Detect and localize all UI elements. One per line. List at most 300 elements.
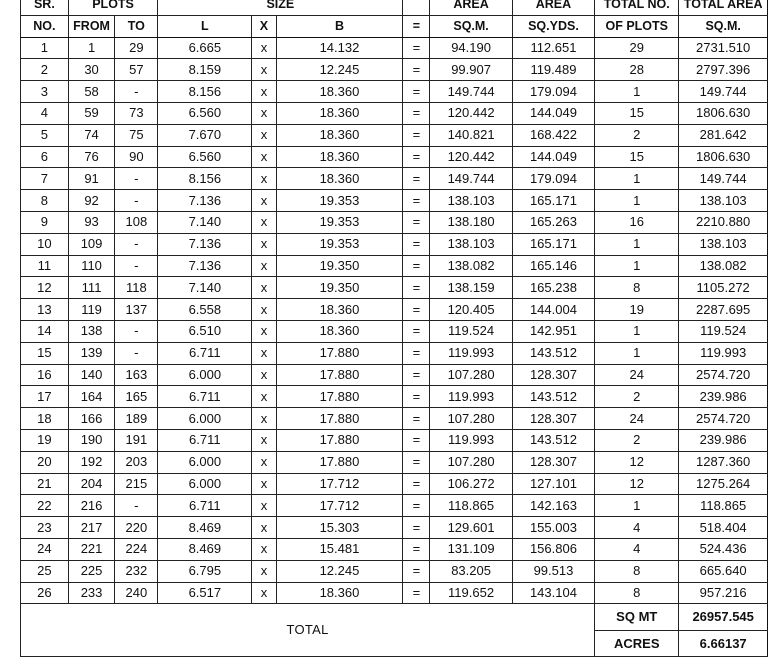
to-cell: 232 xyxy=(115,560,158,582)
area-sqyds-cell: 127.101 xyxy=(512,473,594,495)
from-cell: 93 xyxy=(68,211,115,233)
sr-cell: 1 xyxy=(21,37,69,59)
plot-count-cell: 24 xyxy=(595,408,679,430)
area-sqyds-cell: 143.104 xyxy=(512,582,594,604)
sr-cell: 26 xyxy=(21,582,69,604)
area-sqyds-cell: 128.307 xyxy=(512,408,594,430)
area-sqm-cell: 120.442 xyxy=(430,146,512,168)
sr-cell: 21 xyxy=(21,473,69,495)
times-cell: x xyxy=(252,473,276,495)
length-cell: 6.558 xyxy=(158,299,252,321)
length-cell: 6.560 xyxy=(158,102,252,124)
table-row xyxy=(21,582,768,604)
area-sqyds-cell: 179.094 xyxy=(512,81,594,103)
breadth-cell: 17.712 xyxy=(276,495,403,517)
plot-count-cell: 1 xyxy=(595,168,679,190)
area-sqm-cell: 107.280 xyxy=(430,408,512,430)
length-cell: 8.156 xyxy=(158,81,252,103)
area-sqyds-cell: 168.422 xyxy=(512,124,594,146)
sr-cell: 25 xyxy=(21,560,69,582)
to-cell: 215 xyxy=(115,473,158,495)
table-row xyxy=(21,37,768,59)
breadth-cell: 12.245 xyxy=(276,59,403,81)
table-row xyxy=(21,211,768,233)
sr-cell: 3 xyxy=(21,81,69,103)
table-row xyxy=(21,429,768,451)
total-label: TOTAL xyxy=(21,604,595,657)
header-area-sqm: AREA xyxy=(430,0,512,15)
times-cell: x xyxy=(252,408,276,430)
equals-cell: = xyxy=(403,538,430,560)
area-sqm-cell: 131.109 xyxy=(430,538,512,560)
from-cell: 190 xyxy=(68,429,115,451)
breadth-cell: 12.245 xyxy=(276,560,403,582)
from-cell: 225 xyxy=(68,560,115,582)
times-cell: x xyxy=(252,37,276,59)
sr-cell: 12 xyxy=(21,277,69,299)
sq-mt-label: SQ MT xyxy=(595,604,679,631)
length-cell: 6.711 xyxy=(158,342,252,364)
sr-cell: 24 xyxy=(21,538,69,560)
header-row-1 xyxy=(21,0,768,15)
equals-cell: = xyxy=(403,386,430,408)
area-sqm-cell: 149.744 xyxy=(430,81,512,103)
area-sqm-cell: 119.993 xyxy=(430,386,512,408)
area-sqyds-cell: 165.238 xyxy=(512,277,594,299)
plot-count-cell: 1 xyxy=(595,81,679,103)
area-sqyds-cell: 119.489 xyxy=(512,59,594,81)
equals-cell: = xyxy=(403,451,430,473)
total-area-cell: 118.865 xyxy=(679,495,768,517)
area-sqm-cell: 138.103 xyxy=(430,233,512,255)
from-cell: 92 xyxy=(68,190,115,212)
times-cell: x xyxy=(252,538,276,560)
breadth-cell: 19.353 xyxy=(276,233,403,255)
to-cell: 90 xyxy=(115,146,158,168)
equals-cell: = xyxy=(403,255,430,277)
total-area-cell: 149.744 xyxy=(679,81,768,103)
table-row xyxy=(21,233,768,255)
from-cell: 164 xyxy=(68,386,115,408)
plot-count-cell: 8 xyxy=(595,277,679,299)
to-cell: 73 xyxy=(115,102,158,124)
table-row xyxy=(21,102,768,124)
breadth-cell: 18.360 xyxy=(276,102,403,124)
to-cell: - xyxy=(115,320,158,342)
total-area-cell: 1105.272 xyxy=(679,277,768,299)
plot-count-cell: 2 xyxy=(595,429,679,451)
breadth-cell: 18.360 xyxy=(276,168,403,190)
sr-cell: 22 xyxy=(21,495,69,517)
total-area-cell: 138.103 xyxy=(679,190,768,212)
footer-row-sqmt xyxy=(21,604,768,631)
equals-cell: = xyxy=(403,102,430,124)
header-total-no: TOTAL NO. xyxy=(595,0,679,15)
area-sqyds-cell: 143.512 xyxy=(512,386,594,408)
area-sqyds-cell: 143.512 xyxy=(512,429,594,451)
total-area-cell: 281.642 xyxy=(679,124,768,146)
times-cell: x xyxy=(252,495,276,517)
to-cell: 29 xyxy=(115,37,158,59)
breadth-cell: 19.353 xyxy=(276,211,403,233)
length-cell: 6.560 xyxy=(158,146,252,168)
area-sqm-cell: 106.272 xyxy=(430,473,512,495)
sr-cell: 6 xyxy=(21,146,69,168)
sr-cell: 8 xyxy=(21,190,69,212)
area-sqyds-cell: 144.004 xyxy=(512,299,594,321)
to-cell: 189 xyxy=(115,408,158,430)
from-cell: 109 xyxy=(68,233,115,255)
to-cell: - xyxy=(115,342,158,364)
table-row xyxy=(21,560,768,582)
header-row-2 xyxy=(21,15,768,37)
area-sqyds-cell: 165.263 xyxy=(512,211,594,233)
from-cell: 192 xyxy=(68,451,115,473)
length-cell: 6.795 xyxy=(158,560,252,582)
header-x: X xyxy=(252,15,276,37)
area-sqm-cell: 119.652 xyxy=(430,582,512,604)
total-area-cell: 518.404 xyxy=(679,517,768,539)
sr-cell: 13 xyxy=(21,299,69,321)
length-cell: 6.000 xyxy=(158,408,252,430)
total-area-cell: 2287.695 xyxy=(679,299,768,321)
times-cell: x xyxy=(252,386,276,408)
to-cell: 108 xyxy=(115,211,158,233)
area-sqyds-cell: 128.307 xyxy=(512,364,594,386)
length-cell: 7.140 xyxy=(158,277,252,299)
length-cell: 8.159 xyxy=(158,59,252,81)
area-sqm-cell: 120.442 xyxy=(430,102,512,124)
from-cell: 74 xyxy=(68,124,115,146)
equals-cell: = xyxy=(403,364,430,386)
sr-cell: 14 xyxy=(21,320,69,342)
area-sqyds-cell: 165.171 xyxy=(512,233,594,255)
area-sqm-cell: 138.103 xyxy=(430,190,512,212)
to-cell: 203 xyxy=(115,451,158,473)
to-cell: 220 xyxy=(115,517,158,539)
plot-count-cell: 4 xyxy=(595,517,679,539)
equals-cell: = xyxy=(403,59,430,81)
sr-cell: 23 xyxy=(21,517,69,539)
breadth-cell: 17.880 xyxy=(276,364,403,386)
breadth-cell: 18.360 xyxy=(276,320,403,342)
from-cell: 166 xyxy=(68,408,115,430)
length-cell: 7.136 xyxy=(158,255,252,277)
sr-cell: 16 xyxy=(21,364,69,386)
to-cell: - xyxy=(115,495,158,517)
table-row xyxy=(21,538,768,560)
breadth-cell: 18.360 xyxy=(276,81,403,103)
length-cell: 8.469 xyxy=(158,517,252,539)
breadth-cell: 17.880 xyxy=(276,429,403,451)
plot-count-cell: 1 xyxy=(595,233,679,255)
length-cell: 7.670 xyxy=(158,124,252,146)
from-cell: 216 xyxy=(68,495,115,517)
from-cell: 91 xyxy=(68,168,115,190)
area-sqyds-cell: 142.951 xyxy=(512,320,594,342)
total-area-cell: 239.986 xyxy=(679,429,768,451)
breadth-cell: 17.880 xyxy=(276,408,403,430)
header-sqm-total: SQ.M. xyxy=(679,15,768,37)
times-cell: x xyxy=(252,342,276,364)
breadth-cell: 18.360 xyxy=(276,582,403,604)
from-cell: 76 xyxy=(68,146,115,168)
total-area-cell: 524.436 xyxy=(679,538,768,560)
sr-cell: 4 xyxy=(21,102,69,124)
equals-cell: = xyxy=(403,233,430,255)
times-cell: x xyxy=(252,233,276,255)
to-cell: - xyxy=(115,233,158,255)
times-cell: x xyxy=(252,429,276,451)
area-sqm-cell: 107.280 xyxy=(430,364,512,386)
breadth-cell: 15.481 xyxy=(276,538,403,560)
breadth-cell: 17.880 xyxy=(276,342,403,364)
table-row xyxy=(21,190,768,212)
length-cell: 6.510 xyxy=(158,320,252,342)
times-cell: x xyxy=(252,364,276,386)
times-cell: x xyxy=(252,582,276,604)
sr-cell: 17 xyxy=(21,386,69,408)
total-area-cell: 665.640 xyxy=(679,560,768,582)
equals-cell: = xyxy=(403,320,430,342)
total-area-cell: 1806.630 xyxy=(679,102,768,124)
area-sqyds-cell: 144.049 xyxy=(512,102,594,124)
from-cell: 204 xyxy=(68,473,115,495)
length-cell: 6.517 xyxy=(158,582,252,604)
from-cell: 119 xyxy=(68,299,115,321)
plot-count-cell: 15 xyxy=(595,102,679,124)
total-area-cell: 2574.720 xyxy=(679,364,768,386)
area-sqm-cell: 118.865 xyxy=(430,495,512,517)
times-cell: x xyxy=(252,320,276,342)
area-sqyds-cell: 99.513 xyxy=(512,560,594,582)
plot-count-cell: 4 xyxy=(595,538,679,560)
from-cell: 110 xyxy=(68,255,115,277)
sr-cell: 18 xyxy=(21,408,69,430)
times-cell: x xyxy=(252,299,276,321)
sr-cell: 10 xyxy=(21,233,69,255)
plot-area-table xyxy=(20,0,768,657)
area-sqm-cell: 107.280 xyxy=(430,451,512,473)
header-plots: PLOTS xyxy=(68,0,158,15)
breadth-cell: 18.360 xyxy=(276,146,403,168)
length-cell: 8.156 xyxy=(158,168,252,190)
plot-count-cell: 19 xyxy=(595,299,679,321)
area-sqm-cell: 99.907 xyxy=(430,59,512,81)
breadth-cell: 18.360 xyxy=(276,299,403,321)
to-cell: 57 xyxy=(115,59,158,81)
table-row xyxy=(21,495,768,517)
sr-cell: 9 xyxy=(21,211,69,233)
table-row xyxy=(21,255,768,277)
table-row xyxy=(21,59,768,81)
equals-cell: = xyxy=(403,190,430,212)
from-cell: 30 xyxy=(68,59,115,81)
header-total-area: TOTAL AREA xyxy=(679,0,768,15)
equals-cell: = xyxy=(403,81,430,103)
area-sqm-cell: 138.082 xyxy=(430,255,512,277)
total-area-cell: 239.986 xyxy=(679,386,768,408)
table-row xyxy=(21,124,768,146)
table-row xyxy=(21,408,768,430)
equals-cell: = xyxy=(403,342,430,364)
plot-count-cell: 28 xyxy=(595,59,679,81)
length-cell: 6.665 xyxy=(158,37,252,59)
from-cell: 233 xyxy=(68,582,115,604)
area-sqm-cell: 94.190 xyxy=(430,37,512,59)
breadth-cell: 19.350 xyxy=(276,255,403,277)
table-row xyxy=(21,473,768,495)
area-sqm-cell: 119.993 xyxy=(430,342,512,364)
to-cell: 75 xyxy=(115,124,158,146)
times-cell: x xyxy=(252,517,276,539)
from-cell: 59 xyxy=(68,102,115,124)
plot-count-cell: 1 xyxy=(595,255,679,277)
table-row xyxy=(21,277,768,299)
breadth-cell: 19.350 xyxy=(276,277,403,299)
times-cell: x xyxy=(252,59,276,81)
length-cell: 6.000 xyxy=(158,451,252,473)
area-sqm-cell: 119.524 xyxy=(430,320,512,342)
area-sqyds-cell: 156.806 xyxy=(512,538,594,560)
to-cell: - xyxy=(115,190,158,212)
breadth-cell: 19.353 xyxy=(276,190,403,212)
to-cell: 137 xyxy=(115,299,158,321)
total-area-cell: 2797.396 xyxy=(679,59,768,81)
breadth-cell: 17.880 xyxy=(276,386,403,408)
plot-count-cell: 15 xyxy=(595,146,679,168)
header-sqm: SQ.M. xyxy=(430,15,512,37)
times-cell: x xyxy=(252,190,276,212)
sr-cell: 20 xyxy=(21,451,69,473)
total-area-cell: 119.524 xyxy=(679,320,768,342)
area-sqyds-cell: 112.651 xyxy=(512,37,594,59)
area-sqyds-cell: 165.146 xyxy=(512,255,594,277)
table-row xyxy=(21,168,768,190)
plot-count-cell: 16 xyxy=(595,211,679,233)
length-cell: 6.711 xyxy=(158,495,252,517)
equals-cell: = xyxy=(403,429,430,451)
to-cell: - xyxy=(115,168,158,190)
times-cell: x xyxy=(252,124,276,146)
from-cell: 58 xyxy=(68,81,115,103)
plot-count-cell: 8 xyxy=(595,582,679,604)
acres-label: ACRES xyxy=(595,630,679,657)
times-cell: x xyxy=(252,146,276,168)
times-cell: x xyxy=(252,277,276,299)
sr-cell: 2 xyxy=(21,59,69,81)
total-area-cell: 119.993 xyxy=(679,342,768,364)
header-sqyds: SQ.YDS. xyxy=(512,15,594,37)
equals-cell: = xyxy=(403,37,430,59)
total-area-cell: 138.103 xyxy=(679,233,768,255)
equals-cell: = xyxy=(403,560,430,582)
area-sqyds-cell: 143.512 xyxy=(512,342,594,364)
total-area-cell: 138.082 xyxy=(679,255,768,277)
equals-cell: = xyxy=(403,408,430,430)
length-cell: 6.711 xyxy=(158,429,252,451)
table-row xyxy=(21,320,768,342)
total-area-cell: 2574.720 xyxy=(679,408,768,430)
table-row xyxy=(21,451,768,473)
to-cell: 191 xyxy=(115,429,158,451)
table-row xyxy=(21,386,768,408)
header-area-sqyds: AREA xyxy=(512,0,594,15)
equals-cell: = xyxy=(403,495,430,517)
total-area-cell: 957.216 xyxy=(679,582,768,604)
length-cell: 6.711 xyxy=(158,386,252,408)
sr-cell: 7 xyxy=(21,168,69,190)
table-row xyxy=(21,81,768,103)
sr-cell: 19 xyxy=(21,429,69,451)
area-sqm-cell: 119.993 xyxy=(430,429,512,451)
table-row xyxy=(21,517,768,539)
breadth-cell: 15.303 xyxy=(276,517,403,539)
times-cell: x xyxy=(252,102,276,124)
area-sqm-cell: 138.180 xyxy=(430,211,512,233)
from-cell: 217 xyxy=(68,517,115,539)
breadth-cell: 18.360 xyxy=(276,124,403,146)
from-cell: 111 xyxy=(68,277,115,299)
area-sqyds-cell: 128.307 xyxy=(512,451,594,473)
table-row xyxy=(21,299,768,321)
acres-value: 6.66137 xyxy=(679,630,768,657)
header-from: FROM xyxy=(68,15,115,37)
times-cell: x xyxy=(252,255,276,277)
table-row xyxy=(21,146,768,168)
area-sqm-cell: 83.205 xyxy=(430,560,512,582)
equals-cell: = xyxy=(403,146,430,168)
area-sqyds-cell: 179.094 xyxy=(512,168,594,190)
to-cell: - xyxy=(115,255,158,277)
to-cell: 224 xyxy=(115,538,158,560)
to-cell: 118 xyxy=(115,277,158,299)
equals-cell: = xyxy=(403,473,430,495)
breadth-cell: 17.712 xyxy=(276,473,403,495)
sr-cell: 15 xyxy=(21,342,69,364)
header-b: B xyxy=(276,15,403,37)
breadth-cell: 14.132 xyxy=(276,37,403,59)
table-row xyxy=(21,364,768,386)
sq-mt-value: 26957.545 xyxy=(679,604,768,631)
to-cell: 163 xyxy=(115,364,158,386)
plot-count-cell: 2 xyxy=(595,124,679,146)
area-sqm-cell: 138.159 xyxy=(430,277,512,299)
length-cell: 7.136 xyxy=(158,233,252,255)
times-cell: x xyxy=(252,560,276,582)
plot-count-cell: 12 xyxy=(595,451,679,473)
plot-count-cell: 2 xyxy=(595,386,679,408)
header-sr: SR. xyxy=(21,0,69,15)
length-cell: 6.000 xyxy=(158,364,252,386)
total-area-cell: 2731.510 xyxy=(679,37,768,59)
total-area-cell: 149.744 xyxy=(679,168,768,190)
to-cell: - xyxy=(115,81,158,103)
times-cell: x xyxy=(252,81,276,103)
area-sqm-cell: 149.744 xyxy=(430,168,512,190)
to-cell: 240 xyxy=(115,582,158,604)
area-sqyds-cell: 144.049 xyxy=(512,146,594,168)
area-sqyds-cell: 155.003 xyxy=(512,517,594,539)
equals-cell: = xyxy=(403,582,430,604)
from-cell: 139 xyxy=(68,342,115,364)
from-cell: 221 xyxy=(68,538,115,560)
total-area-cell: 2210.880 xyxy=(679,211,768,233)
header-size: SIZE xyxy=(158,0,403,15)
plot-count-cell: 1 xyxy=(595,190,679,212)
length-cell: 7.136 xyxy=(158,190,252,212)
length-cell: 6.000 xyxy=(158,473,252,495)
